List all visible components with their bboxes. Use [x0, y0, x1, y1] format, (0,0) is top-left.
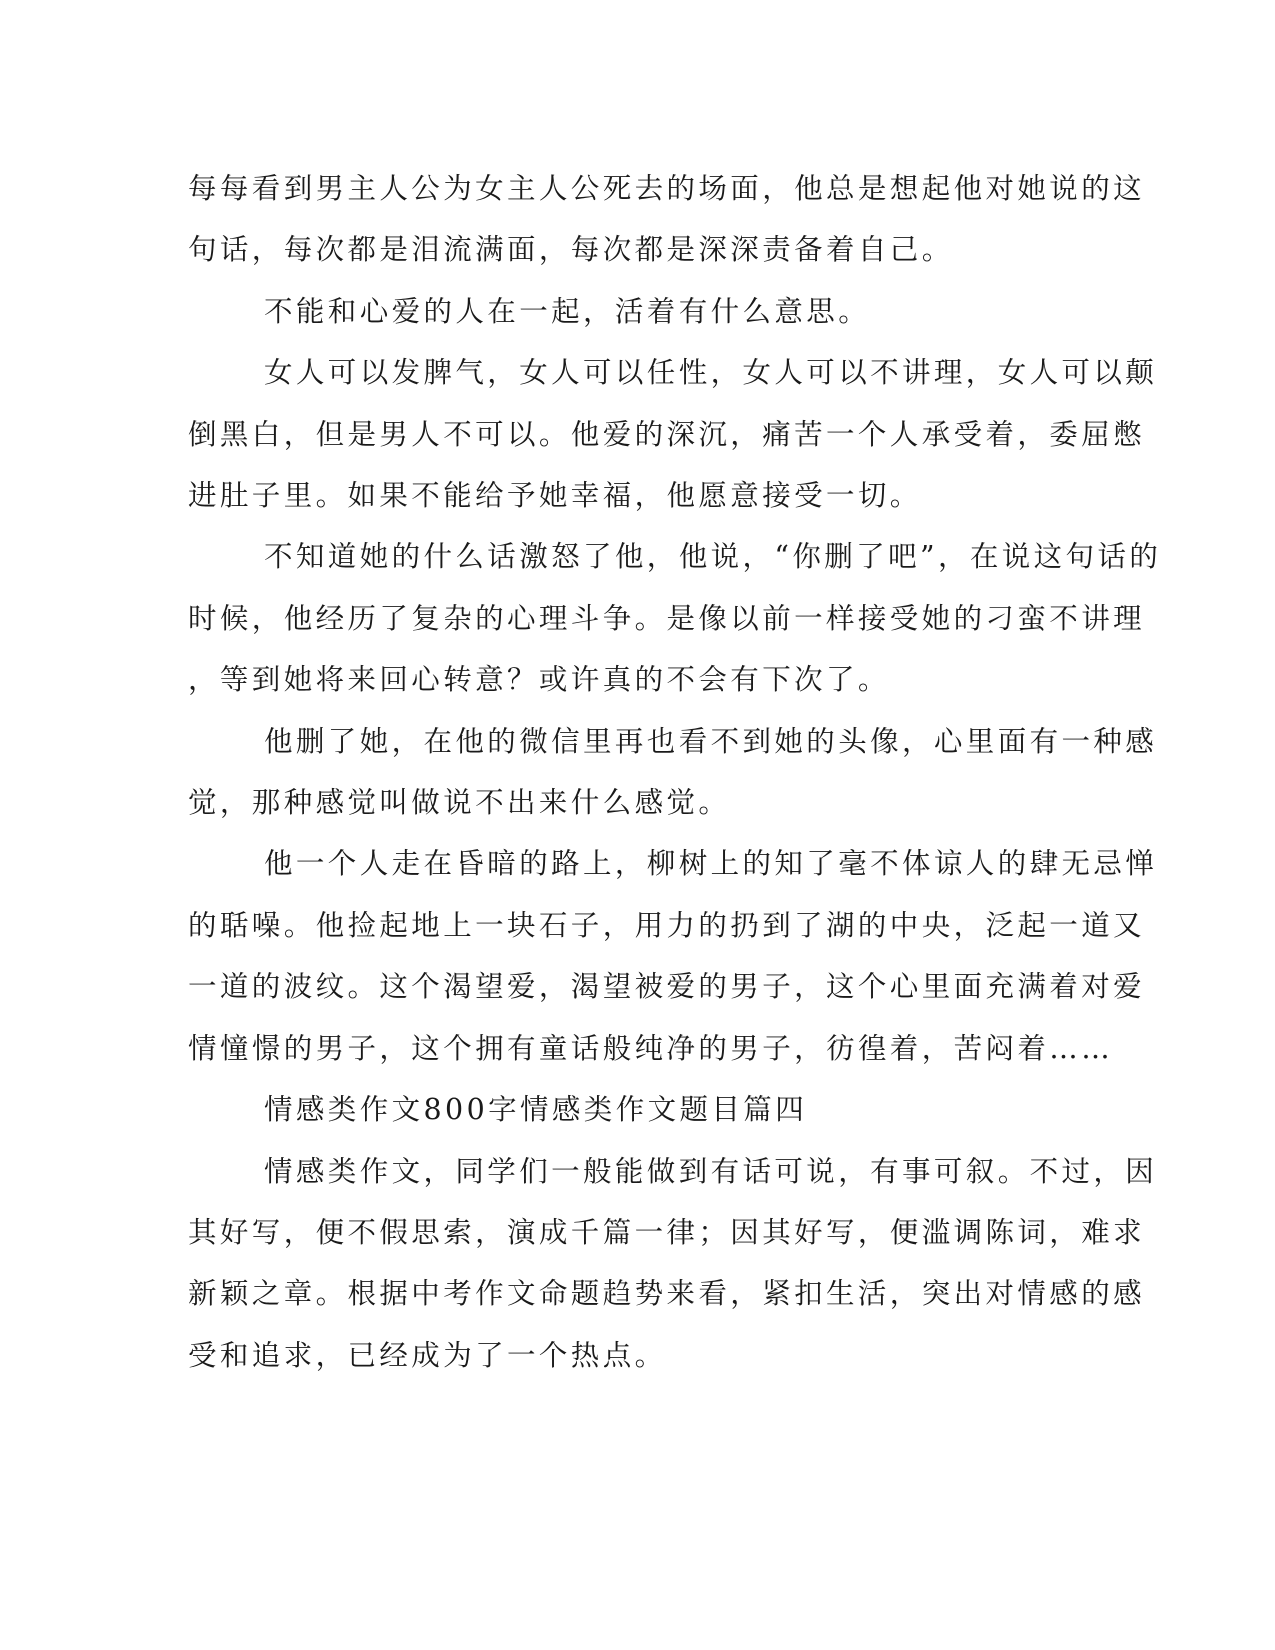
paragraph — [188, 158, 1146, 281]
text-line: 新颖之章。根据中考作文命题趋势来看，紧扣生活，突出对情感的感 — [188, 1277, 1146, 1311]
paragraph — [188, 526, 1162, 710]
text-line: 不知道她的什么话激怒了他，他说，“你删了吧”，在说这句话的 — [264, 540, 1162, 574]
text-line: 倒黑白，但是男人不可以。他爱的深沉，痛苦一个人承受着，委屈憋 — [188, 417, 1146, 451]
text-line: 不能和心爱的人在一起，活着有什么意思。 — [264, 294, 871, 328]
text-line: 时候，他经历了复杂的心理斗争。是像以前一样接受她的刁蛮不讲理 — [188, 601, 1146, 635]
text-line: 女人可以发脾气，女人可以任性，女人可以不讲理，女人可以颠 — [264, 356, 1158, 390]
text-line: 觉，那种感觉叫做说不出来什么感觉。 — [188, 786, 731, 820]
text-line: 情憧憬的男子，这个拥有童话般纯净的男子，彷徨着，苦闷着…… — [188, 1031, 1114, 1065]
text-line: 句话，每次都是泪流满面，每次都是深深责备着自己。 — [188, 233, 954, 267]
text-line: 每每看到男主人公为女主人公死去的场面，他总是想起他对她说的这 — [188, 172, 1146, 205]
document-body — [188, 158, 1162, 1386]
paragraph — [188, 342, 1158, 526]
text-line: 他删了她，在他的微信里再也看不到她的头像，心里面有一种感 — [264, 724, 1158, 758]
paragraph — [188, 1141, 1158, 1387]
text-line: 的聒噪。他捡起地上一块石子，用力的扔到了湖的中央，泛起一道又 — [188, 908, 1146, 942]
paragraph — [188, 281, 1068, 342]
text-line: 情感类作文800字情感类作文题目篇四 — [264, 1093, 808, 1127]
text-line: 其好写，便不假思索，演成千篇一律；因其好写，便滥调陈词，难求 — [188, 1215, 1146, 1249]
text-line: 情感类作文，同学们一般能做到有话可说，有事可叙。不过，因 — [264, 1154, 1158, 1188]
section-heading — [188, 1079, 1068, 1140]
paragraph — [188, 833, 1158, 1079]
text-line: 他一个人走在昏暗的路上，柳树上的知了毫不体谅人的肆无忌惮 — [264, 847, 1158, 881]
paragraph — [188, 711, 1158, 834]
text-line: 一道的波纹。这个渴望爱，渴望被爱的男子，这个心里面充满着对爱 — [188, 970, 1146, 1004]
text-line: 进肚子里。如果不能给予她幸福，他愿意接受一切。 — [188, 479, 922, 513]
text-line: 受和追求，已经成为了一个热点。 — [188, 1338, 667, 1372]
text-line: ，等到她将来回心转意？或许真的不会有下次了。 — [188, 663, 890, 697]
